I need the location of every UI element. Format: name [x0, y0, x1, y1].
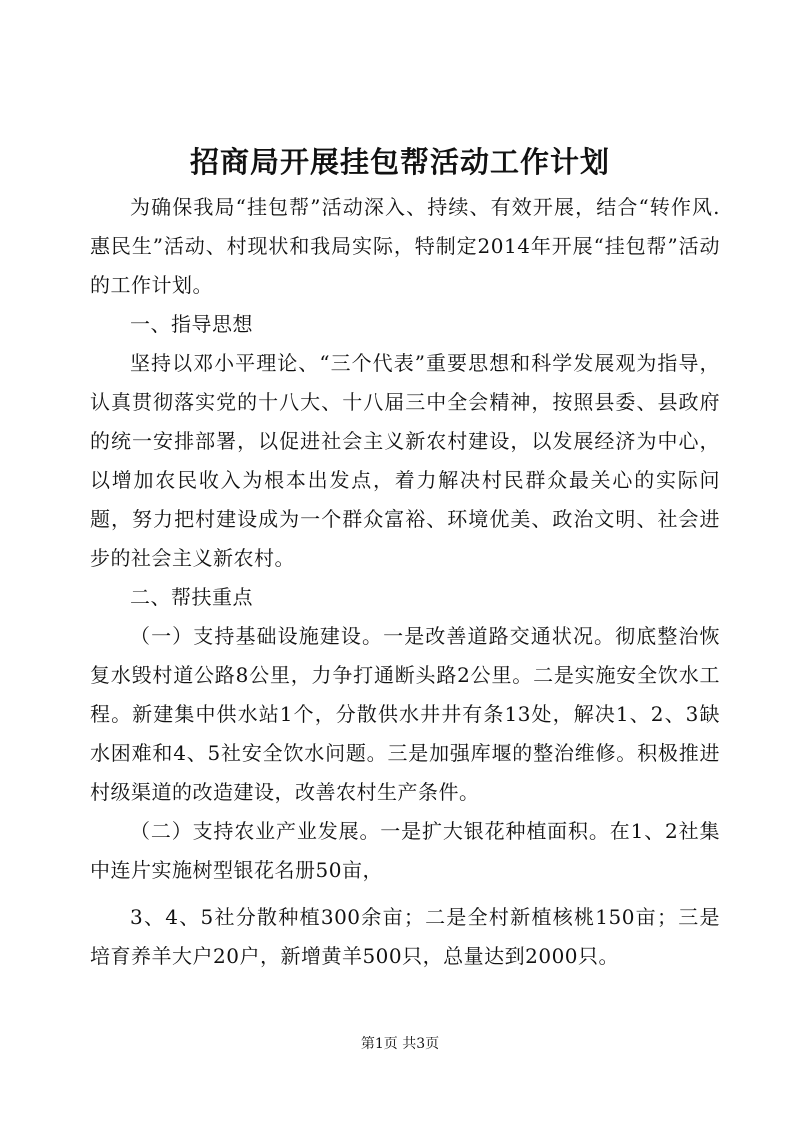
agriculture-continued-paragraph: 3、4、5社分散种植300余亩；二是全村新植核桃150亩；三是培育养羊大户20户，新增黄羊500只，总量达到2000只。 [90, 905, 720, 968]
document-body [90, 188, 720, 976]
intro-paragraph: 为确保我局“挂包帮”活动深入、持续、有效开展，结合“转作风.惠民生”活动、村现状和我局实际，特制定2014年开展“挂包帮”活动的工作计划。 [90, 195, 720, 297]
infrastructure-paragraph: （一）支持基础设施建设。一是改善道路交通状况。彻底整治恢复水毁村道公路8公里，力争打通断头路2公里。二是实施安全饮水工程。新建集中供水站1个，分散供水井井有条13处，解决1、2、3缺水困难和4、5社安全饮水问题。三是加强库堰的整治维修。积极推进村级渠道的改造建设，改善农村生产条件。 [90, 624, 720, 804]
page-number-footer: 第1页 共3页 [360, 1036, 440, 1052]
document-title: 招商局开展挂包帮活动工作计划 [189, 145, 610, 179]
section-heading-guiding-ideology: 一、指导思想 [130, 312, 253, 336]
section-heading-assistance-focus: 二、帮扶重点 [130, 585, 253, 609]
guiding-ideology-paragraph: 坚持以邓小平理论、“三个代表”重要思想和科学发展观为指导，认真贯彻落实党的十八大、十八届三中全会精神，按照县委、县政府的统一安排部署，以促进社会主义新农村建设，以发展经济为中心，以增加农民收入为根本出发点，着力解决村民群众最关心的实际问题，努力把村建设成为一个群众富裕、环境优美、政治文明、社会进步的社会主义新农村。 [90, 351, 720, 570]
agriculture-paragraph: （二）支持农业产业发展。一是扩大银花种植面积。在1、2社集中连片实施树型银花名册50亩， [90, 819, 720, 882]
